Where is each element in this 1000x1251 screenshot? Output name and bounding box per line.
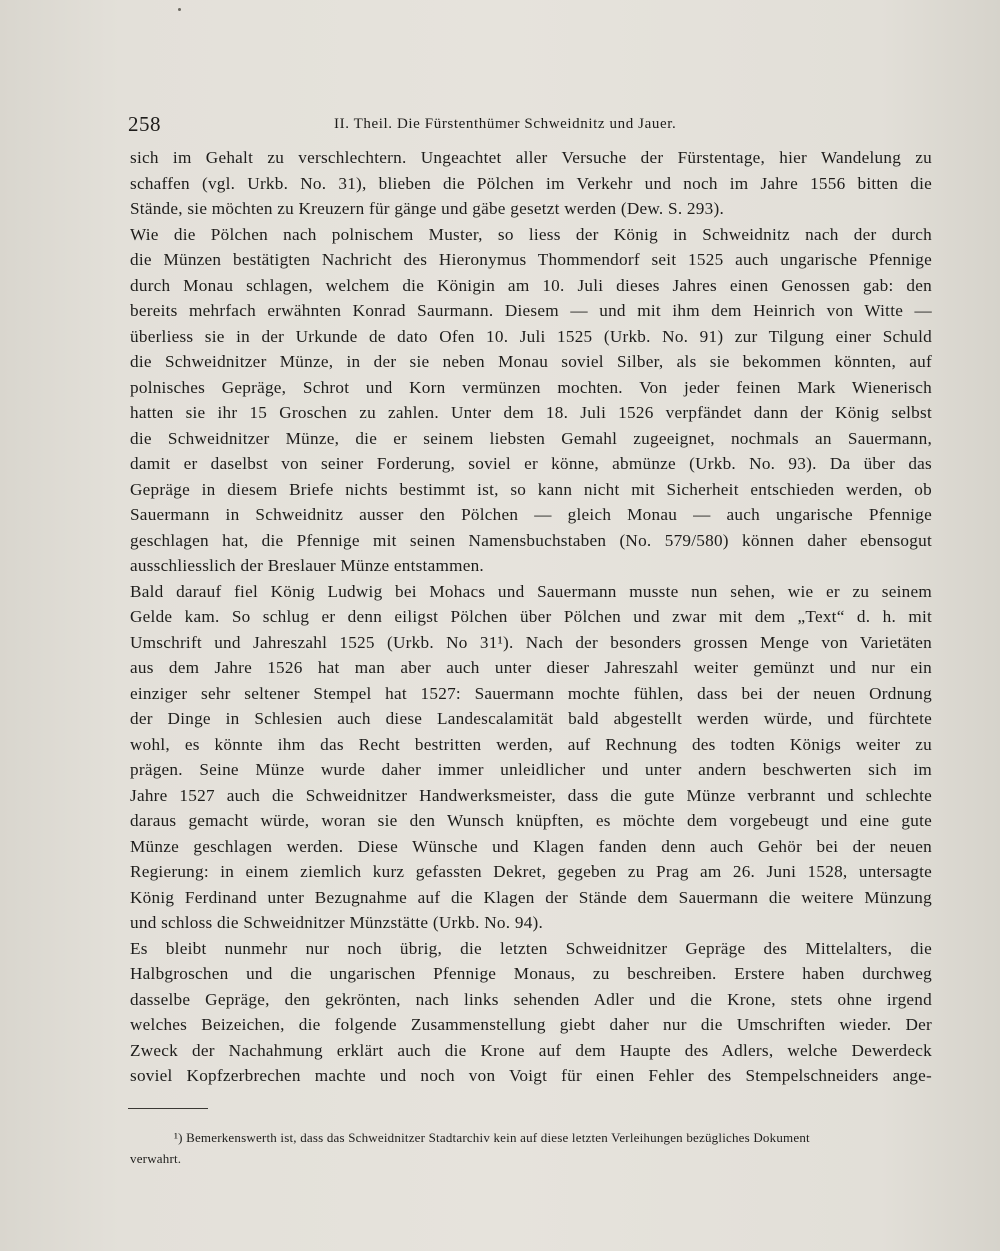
text-line: wohl, es könnte ihm das Recht bestritten werden, auf Rechnung des todten Königs weiter zu	[130, 734, 932, 754]
text-line: die Schweidnitzer Münze, in der sie neben Monau soviel Silber, als sie bekommen könnten, auf	[130, 352, 932, 371]
text-line: Gelde kam. So schlug er denn eiligst Pölchen über Pölchen und zwar mit dem „Text“ d. h. mit	[130, 607, 932, 626]
text-line: Stände, sie möchten zu Kreuzern für gänge und gäbe gesetzt werden (Dew. S. 293).	[130, 199, 724, 218]
text-line: einziger sehr seltener Stempel hat 1527: Sauermann mochte fühlen, dass bei der neuen Ordnung	[130, 683, 932, 703]
text-line: Halbgroschen und die ungarischen Pfennige Monaus, zu beschreiben. Erstere haben durchweg	[130, 964, 932, 983]
text-line: aus dem Jahre 1526 hat man aber auch unter dieser Jahreszahl weiter gemünzt und nur ein	[130, 658, 932, 677]
text-line: Münze geschlagen werden. Diese Wünsche und Klagen fanden denn auch Gehör bei der neuen	[130, 836, 932, 856]
text-line: Sauermann in Schweidnitz ausser den Pölchen — gleich Monau — auch ungarische Pfennige	[130, 505, 932, 524]
text-line: der Dinge in Schlesien auch diese Landescalamität bald abgestellt werden würde, und fürchtete	[130, 709, 932, 728]
text-line: dasselbe Gepräge, den gekrönten, nach links sehenden Adler und die Krone, stets ohne irgend	[130, 989, 932, 1009]
text-line: Es bleibt nunmehr nur noch übrig, die letzten Schweidnitzer Gepräge des Mittelalters, die	[130, 938, 932, 958]
text-line: bereits mehrfach erwähnten Konrad Saurmann. Diesem — und mit ihm dem Heinrich von Witte —	[130, 301, 932, 320]
text-line: König Ferdinand unter Bezugnahme auf die Klagen der Stände dem Sauermann die weitere Münzung	[130, 887, 932, 907]
running-head: II. Theil. Die Fürstenthümer Schweidnitz und Jauer.	[334, 116, 677, 132]
footnote-rule	[128, 1108, 208, 1109]
text-line: Jahre 1527 auch die Schweidnitzer Handwerksmeister, dass die gute Münze verbrannt und schlechte	[130, 785, 932, 805]
body-text	[130, 145, 932, 1089]
page-number: 258	[128, 112, 161, 136]
text-line: geschlagen hat, die Pfennige mit seinen Namensbuchstaben (No. 579/580) können daher ebensogut	[130, 530, 932, 550]
text-line: Gepräge in diesem Briefe nichts bestimmt ist, so kann nicht mit Sicherheit entschieden werden, ob	[130, 479, 932, 499]
text-line: soviel Kopfzerbrechen machte und noch von Voigt für einen Fehler des Stempelschneiders ange-	[130, 1066, 932, 1085]
text-line: Umschrift und Jahreszahl 1525 (Urkb. No 31¹). Nach der besonders grossen Menge von Varietäten	[130, 632, 932, 652]
text-line: hatten sie ihr 15 Groschen zu zahlen. Unter dem 18. Juli 1526 verpfändet dann der König selbst	[130, 403, 932, 422]
footnotes	[130, 1127, 932, 1169]
text-line: und schloss die Schweidnitzer Münzstätte (Urkb. No. 94).	[130, 913, 544, 932]
text-line: damit er daselbst von seiner Forderung, soviel er könne, abmünze (Urkb. No. 93). Da über das	[130, 454, 932, 473]
text-line: welches Beizeichen, die folgende Zusammenstellung giebt daher nur die Umschriften wieder. Der	[130, 1015, 932, 1034]
text-line: schaffen (vgl. Urkb. No. 31), blieben die Pölchen im Verkehr und noch im Jahre 1556 bitten die	[130, 173, 932, 193]
text-line: Bald darauf fiel König Ludwig bei Mohacs und Sauermann musste nun sehen, wie er zu seinem	[130, 581, 932, 601]
footnote-line: ¹) Bemerkenswerth ist, dass das Schweidnitzer Stadtarchiv kein auf diese letzten Verleihungen bezügliches Dokument	[174, 1130, 810, 1145]
text-line: Wie die Pölchen nach polnischem Muster, so liess der König in Schweidnitz nach der durch	[130, 224, 932, 244]
text-line: überliess sie in der Urkunde de dato Ofen 10. Juli 1525 (Urkb. No. 91) zur Tilgung einer Schuld	[130, 326, 932, 346]
page-header	[128, 112, 932, 142]
text-line: Regierung: in einem ziemlich kurz gefassten Dekret, gegeben zu Prag am 26. Juni 1528, untersagte	[130, 862, 932, 881]
text-line: ausschliesslich der Breslauer Münze entstammen.	[130, 556, 484, 575]
text-line: prägen. Seine Münze wurde daher immer unleidlicher und unter andern beschwerten sich im	[130, 760, 932, 779]
text-line: daraus gemacht würde, woran sie den Wunsch knüpften, es möchte dem vorgebeugt und eine gute	[130, 811, 932, 830]
text-line: sich im Gehalt zu verschlechtern. Ungeachtet aller Versuche der Fürstentage, hier Wandelung zu	[130, 148, 932, 167]
text-line: die Münzen bestätigten Nachricht des Hieronymus Thommendorf seit 1525 auch ungarische Pfennige	[130, 250, 932, 269]
paper-speck	[178, 8, 181, 11]
text-line: die Schweidnitzer Münze, die er seinem liebsten Gemahl zugeeignet, nochmals an Sauermann,	[130, 428, 932, 448]
footnote-line: verwahrt.	[130, 1151, 182, 1166]
text-line: Zweck der Nachahmung erklärt auch die Krone auf dem Haupte des Adlers, welche Dewerdeck	[130, 1040, 932, 1060]
text-line: durch Monau schlagen, welchem die Königin am 10. Juli dieses Jahres einen Genossen gab: den	[130, 275, 932, 295]
text-line: polnisches Gepräge, Schrot und Korn vermünzen mochten. Von jeder feinen Mark Wienerisch	[130, 377, 932, 397]
